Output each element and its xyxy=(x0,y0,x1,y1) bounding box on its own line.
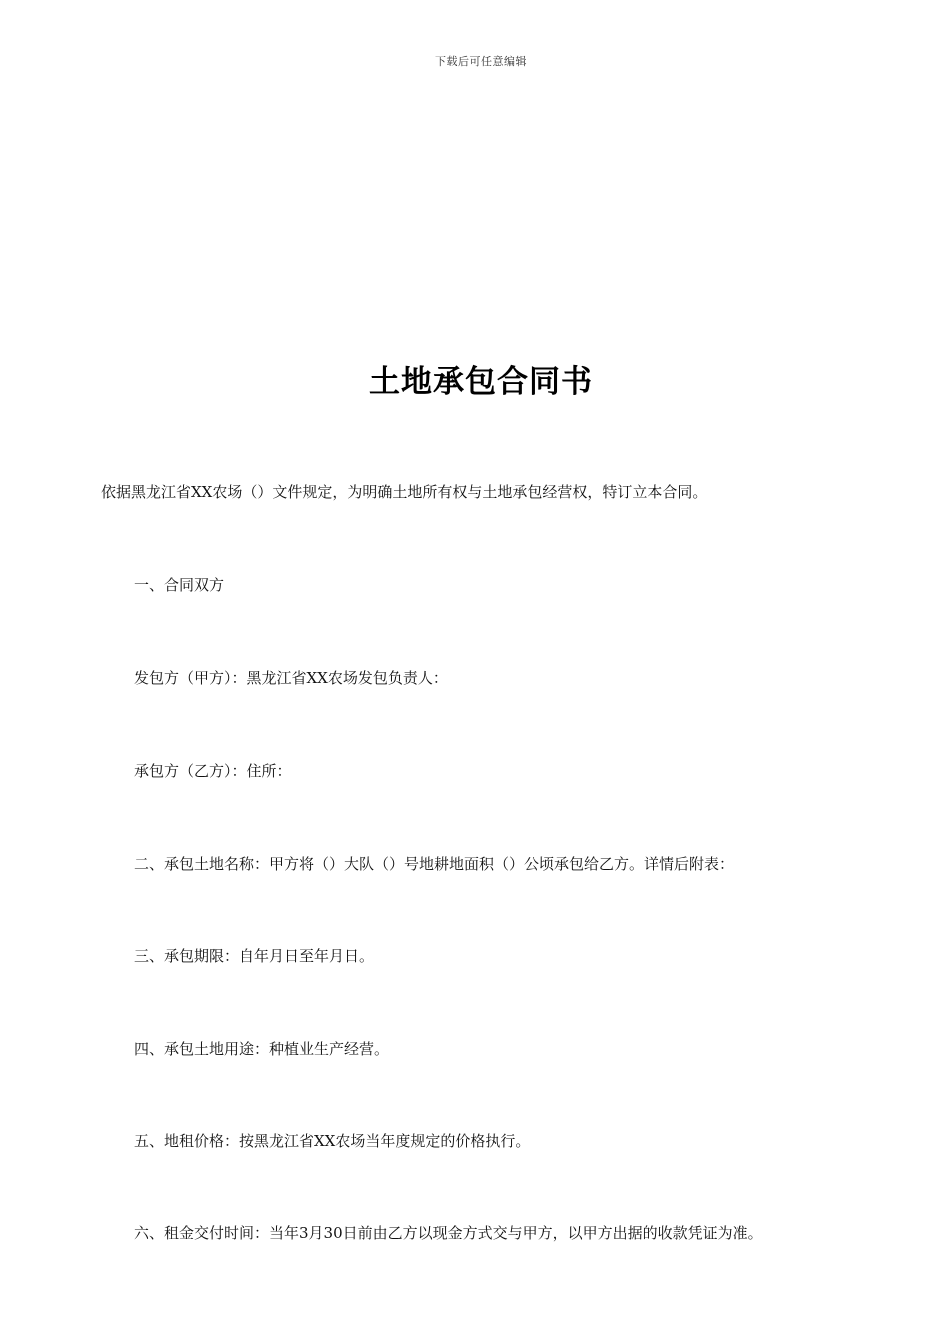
intro-paragraph: 依据黑龙江省XX农场（）文件规定，为明确土地所有权与土地承包经营权，特订立本合同。 xyxy=(101,483,708,501)
clause-party-b: 承包方（乙方）：住所： xyxy=(134,762,292,780)
page-header-note: 下载后可任意编辑 xyxy=(435,55,527,68)
clause-land-name: 二、承包土地名称：甲方将（）大队（）号地耕地面积（）公顷承包给乙方。详情后附表： xyxy=(134,855,735,873)
clause-payment-time: 六、租金交付时间：当年3月30日前由乙方以现金方式交与甲方，以甲方出据的收款凭证为准。 xyxy=(134,1224,763,1242)
clause-rent-price: 五、地租价格：按黑龙江省XX农场当年度规定的价格执行。 xyxy=(134,1132,531,1150)
clause-parties-heading: 一、合同双方 xyxy=(134,576,225,594)
clause-land-use: 四、承包土地用途：种植业生产经营。 xyxy=(134,1040,390,1058)
document-title: 土地承包合同书 xyxy=(369,364,593,400)
clause-party-a: 发包方（甲方）：黑龙江省XX农场发包负责人： xyxy=(134,669,448,687)
clause-term: 三、承包期限：自年月日至年月日。 xyxy=(134,947,375,965)
